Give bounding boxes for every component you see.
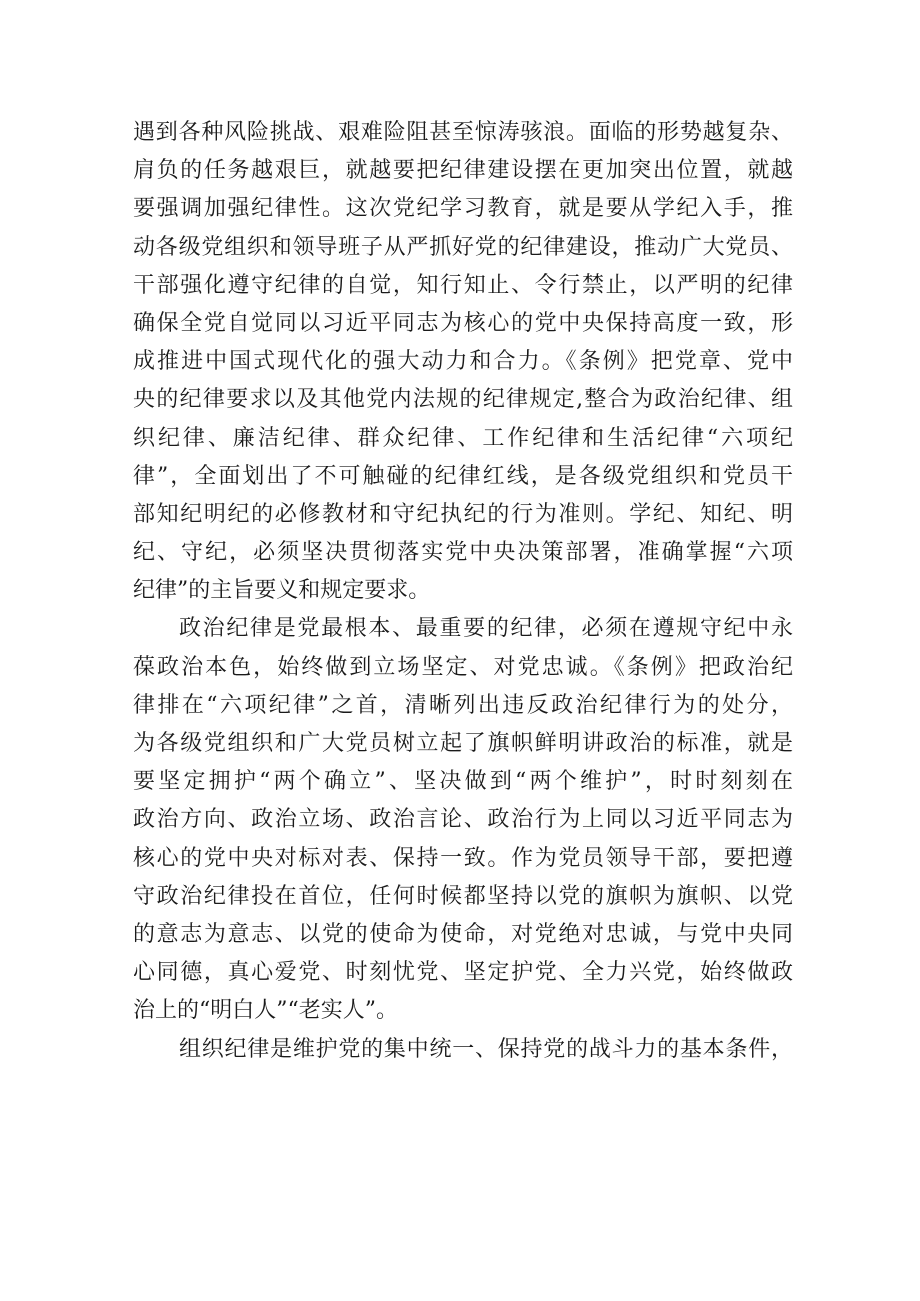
text-line: 要坚定拥护“两个确立”、坚决做到“两个维护”，时时刻刻在 [133, 769, 793, 795]
text-line: 的意志为意志、以党的使命为使命，对党绝对忠诚，与党中央同 [133, 921, 793, 947]
text-line: 政治方向、政治立场、政治言论、政治行为上同以习近平同志为 [133, 807, 793, 833]
text-line: 葆政治本色，始终做到立场坚定、对党忠诚。《条例》把政治纪 [133, 654, 793, 680]
text-line: 央的纪律要求以及其他党内法规的纪律规定,整合为政治纪律、组 [133, 387, 793, 413]
document-body [133, 114, 793, 1069]
text-line: 核心的党中央对标对表、保持一致。作为党员领导干部，要把遵 [133, 845, 793, 871]
text-line: 要强调加强纪律性。这次党纪学习教育，就是要从学纪入手，推 [133, 196, 793, 222]
text-line: 织纪律、廉洁纪律、群众纪律、工作纪律和生活纪律“六项纪 [133, 425, 793, 451]
text-line: 纪律”的主旨要义和规定要求。 [133, 578, 431, 604]
text-line: 成推进中国式现代化的强大动力和合力。《条例》把党章、党中 [133, 349, 793, 375]
text-line: 律排在“六项纪律”之首，清晰列出违反政治纪律行为的处分， [133, 692, 793, 718]
text-line: 纪、守纪，必须坚决贯彻落实党中央决策部署，准确掌握“六项 [133, 540, 793, 566]
text-line: 律”，全面划出了不可触碰的纪律红线，是各级党组织和党员干 [133, 463, 793, 489]
text-line: 治上的“明白人”“老实人”。 [133, 998, 398, 1024]
text-line: 肩负的任务越艰巨，就越要把纪律建设摆在更加突出位置，就越 [133, 158, 793, 184]
text-line: 为各级党组织和广大党员树立起了旗帜鲜明讲政治的标准，就是 [133, 731, 793, 756]
text-line: 遇到各种风险挑战、艰难险阻甚至惊涛骇浪。面临的形势越复杂、 [133, 120, 793, 145]
text-line: 组织纪律是维护党的集中统一、保持党的战斗力的基本条件， [179, 1036, 793, 1062]
paragraph-2 [133, 610, 793, 1030]
text-line: 守政治纪律投在首位，任何时候都坚持以党的旗帜为旗帜、以党 [133, 883, 793, 909]
paragraph-3 [133, 1031, 793, 1069]
text-line: 部知纪明纪的必修教材和守纪执纪的行为准则。学纪、知纪、明 [133, 501, 793, 527]
text-line: 干部强化遵守纪律的自觉，知行知止、令行禁止，以严明的纪律 [133, 272, 793, 298]
text-line: 政治纪律是党最根本、最重要的纪律，必须在遵规守纪中永 [179, 616, 793, 642]
text-line: 确保全党自觉同以习近平同志为核心的党中央保持高度一致，形 [133, 310, 793, 336]
text-line: 心同德，真心爱党、时刻忧党、坚定护党、全力兴党，始终做政 [133, 960, 793, 986]
text-line: 动各级党组织和领导班子从严抓好党的纪律建设，推动广大党员、 [133, 234, 793, 260]
paragraph-1 [133, 114, 793, 610]
